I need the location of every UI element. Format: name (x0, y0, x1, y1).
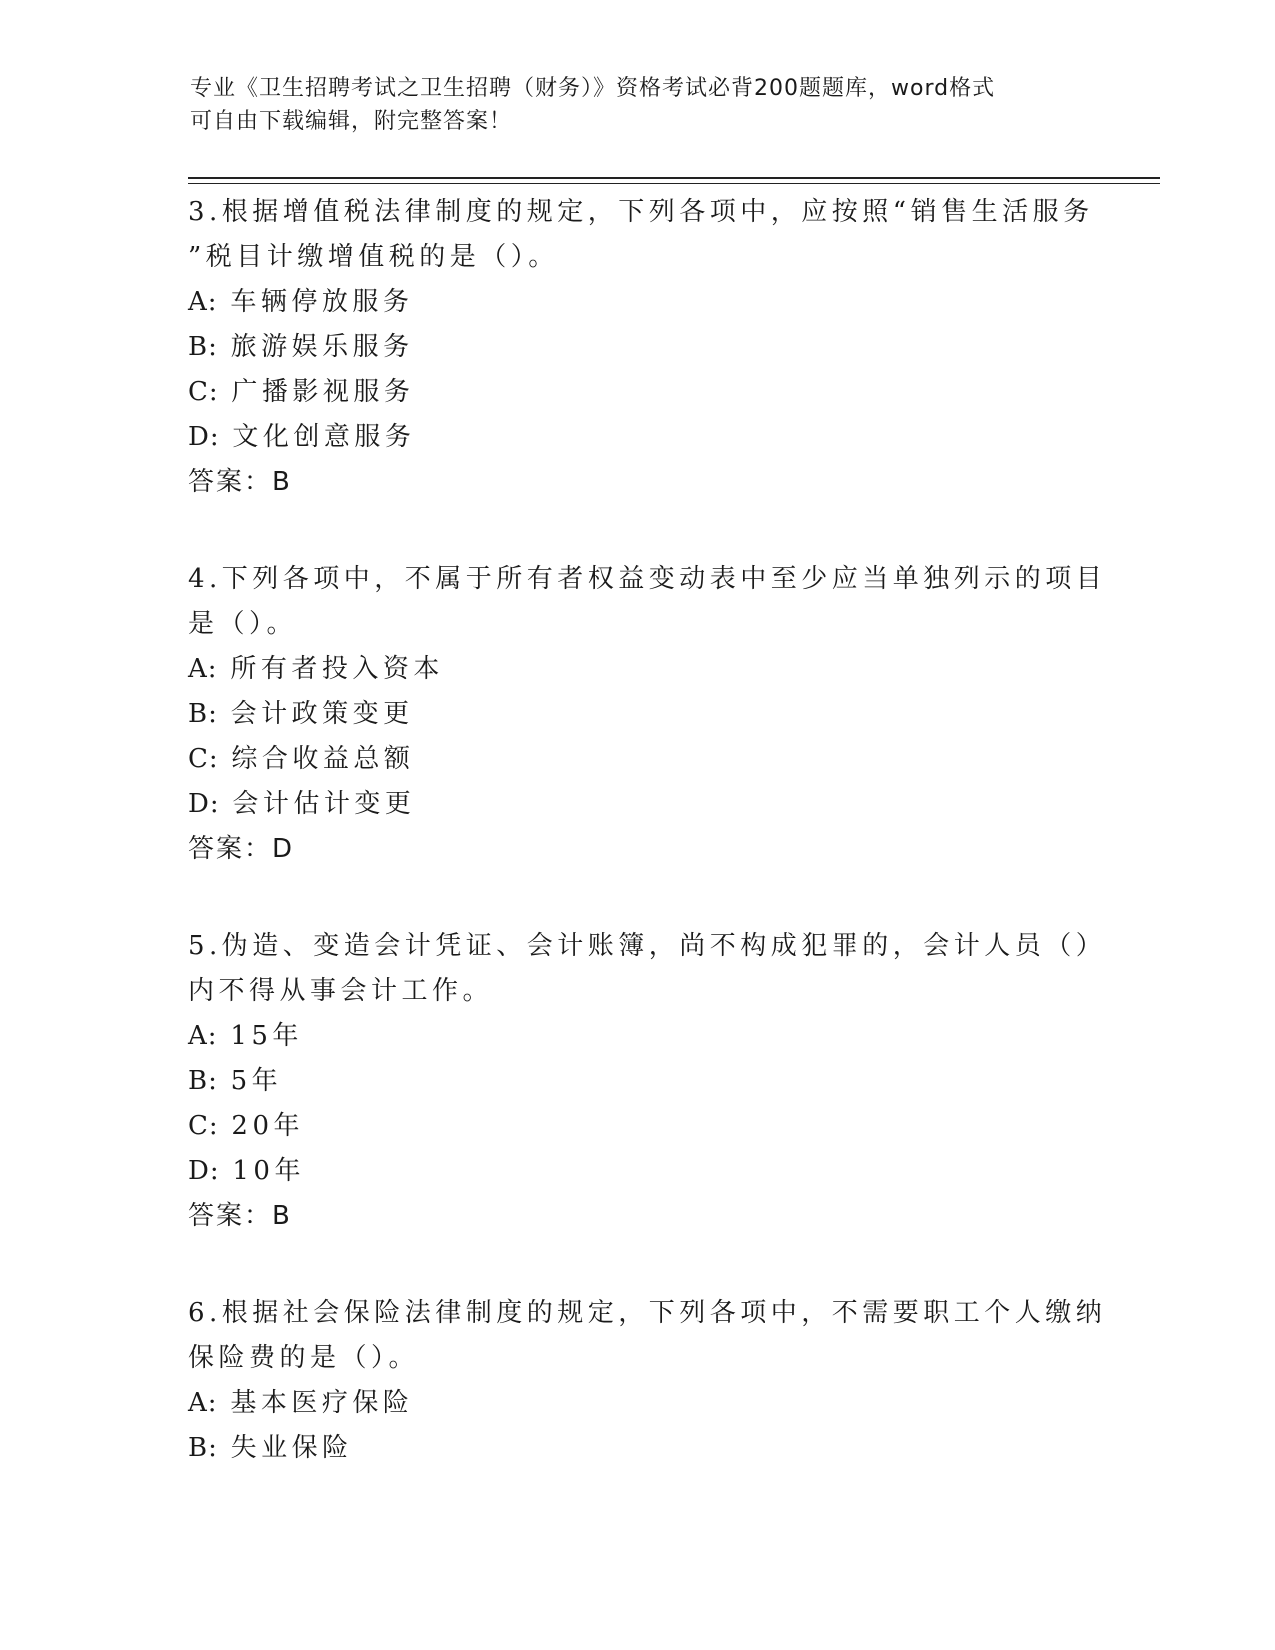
option-letter: C: (188, 1111, 219, 1141)
option-c (188, 370, 1088, 415)
header-title-line-1: 专业《卫生招聘考试之卫生招聘（财务）》资格考试必背200题题库，word格式 (190, 76, 996, 101)
question-stem-line: 保险费的是（）。 (188, 1343, 420, 1373)
question-stem (188, 190, 1094, 280)
option-b (188, 1426, 1088, 1471)
option-letter: B: (188, 1066, 218, 1096)
option-text: 基本医疗保险 (230, 1388, 414, 1418)
option-letter: D: (188, 1156, 220, 1186)
option-text: 15年 (230, 1021, 303, 1051)
option-text: 5年 (230, 1066, 283, 1096)
question-5 (188, 924, 1107, 1239)
option-a (188, 280, 1088, 325)
option-d (188, 1149, 1088, 1194)
option-letter: B: (188, 332, 218, 362)
option-letter: B: (188, 699, 218, 729)
header-divider-thin (188, 183, 1160, 184)
option-b (188, 1059, 1088, 1104)
spacer (188, 505, 1088, 557)
question-stem-line: 4.下列各项中，不属于所有者权益变动表中至少应当单独列示的项目 (188, 564, 1107, 594)
option-a (188, 1014, 1088, 1059)
option-letter: B: (188, 1433, 218, 1463)
option-text: 10年 (232, 1156, 305, 1186)
question-4 (188, 557, 1107, 872)
question-stem-line: 6.根据社会保险法律制度的规定，下列各项中，不需要职工个人缴纳 (188, 1298, 1107, 1328)
option-a (188, 647, 1088, 692)
option-c (188, 737, 1088, 782)
option-d (188, 782, 1088, 827)
question-stem-line: 3.根据增值税法律制度的规定，下列各项中，应按照“销售生活服务 (188, 197, 1094, 227)
option-text: 广播影视服务 (231, 377, 415, 407)
option-c (188, 1104, 1088, 1149)
option-b (188, 692, 1088, 737)
spacer (188, 1239, 1088, 1291)
spacer (188, 872, 1088, 924)
option-text: 会计估计变更 (232, 789, 416, 819)
option-text: 文化创意服务 (232, 422, 416, 452)
question-stem (188, 1291, 1107, 1381)
header-title-line-2: 可自由下载编辑，附完整答案！ (190, 109, 513, 134)
option-b (188, 325, 1088, 370)
question-stem-line: 内不得从事会计工作。 (188, 976, 494, 1006)
option-letter: C: (188, 744, 219, 774)
answer-label: 答案：B (188, 1201, 292, 1231)
option-d (188, 415, 1088, 460)
header-divider-thick (188, 177, 1160, 179)
option-text: 失业保险 (230, 1433, 353, 1463)
option-letter: A: (188, 1388, 218, 1418)
question-list (188, 190, 1107, 1471)
option-letter: A: (188, 654, 218, 684)
option-letter: C: (188, 377, 219, 407)
question-stem (188, 924, 1107, 1014)
option-letter: D: (188, 422, 220, 452)
option-letter: D: (188, 789, 220, 819)
answer-label: 答案：B (188, 467, 292, 497)
option-text: 20年 (231, 1111, 305, 1141)
option-text: 车辆停放服务 (230, 287, 414, 317)
question-stem-line: 5.伪造、变造会计凭证、会计账簿，尚不构成犯罪的，会计人员（） (188, 931, 1107, 961)
option-text: 会计政策变更 (230, 699, 414, 729)
option-a (188, 1381, 1088, 1426)
question-stem-line: ”税目计缴增值税的是（）。 (188, 242, 559, 272)
option-text: 综合收益总额 (231, 744, 415, 774)
option-letter: A: (188, 1021, 218, 1051)
option-text: 所有者投入资本 (230, 654, 444, 684)
question-stem (188, 557, 1107, 647)
question-stem-line: 是（）。 (188, 609, 298, 639)
option-letter: A: (188, 287, 218, 317)
option-text: 旅游娱乐服务 (230, 332, 414, 362)
answer-label: 答案：D (188, 834, 295, 864)
question-6 (188, 1291, 1107, 1471)
document-header (190, 72, 1090, 138)
question-3 (188, 190, 1094, 505)
